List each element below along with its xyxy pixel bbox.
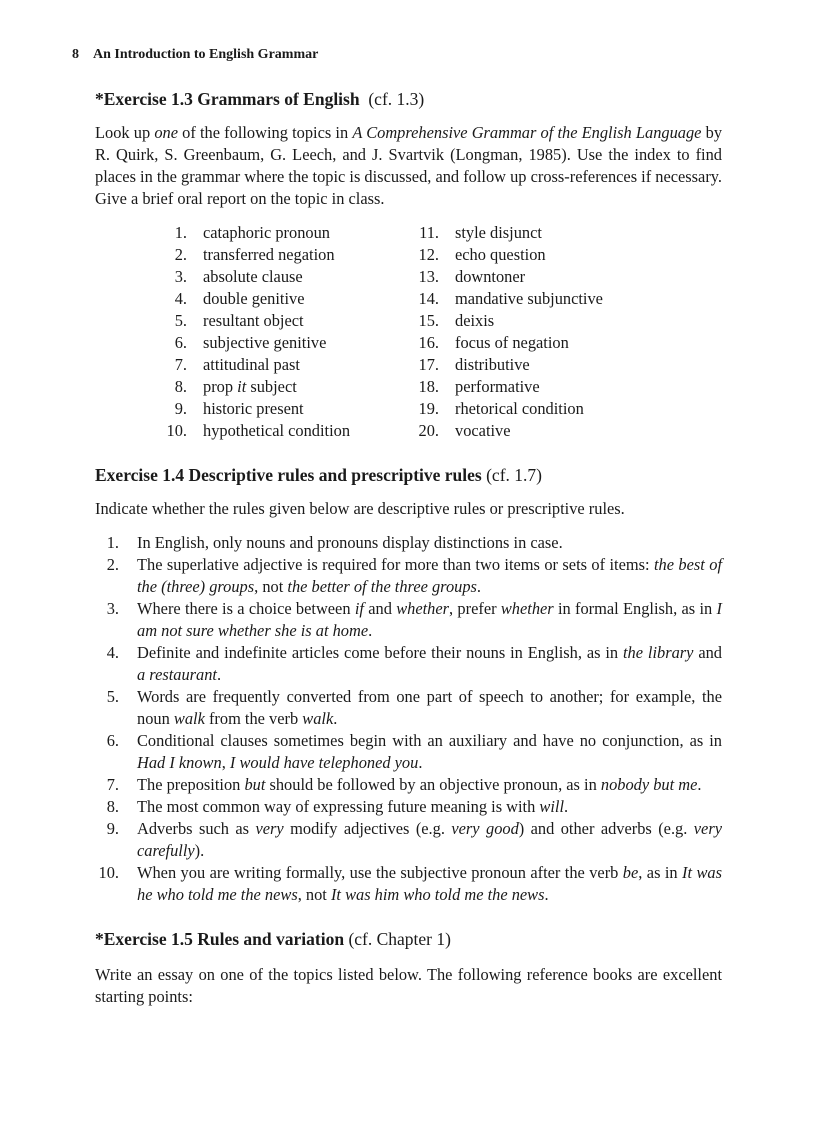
rule-text: When you are writing formally, use the subjective pronoun after the verb be, as in It was he who told me the news, not It was him who told me the news.	[137, 863, 722, 904]
exercise-1-5-heading	[95, 926, 722, 952]
exercise-1-3-cf: (cf. 1.3)	[368, 89, 425, 109]
topic-item	[157, 354, 407, 376]
exercise-1-4-instructions: Indicate whether the rules given below are descriptive rules or prescriptive rules.	[95, 499, 625, 518]
topic-item	[409, 310, 709, 332]
rule-text: The superlative adjective is required for more than two items or sets of items: the best of the (three) groups, not the better of the three groups.	[137, 555, 722, 596]
rule-text: In English, only nouns and pronouns display distinctions in case.	[137, 533, 563, 552]
rule-item	[95, 598, 722, 642]
rule-number: 9.	[106, 819, 119, 838]
topic-number: 19.	[418, 399, 439, 418]
topic-number: 16.	[418, 333, 439, 352]
topic-label: deixis	[455, 311, 495, 330]
topic-number: 7.	[174, 355, 187, 374]
topic-item	[409, 222, 709, 244]
running-head-title: An Introduction to English Grammar	[93, 47, 319, 62]
rule-item	[95, 796, 722, 818]
topic-number: 4.	[174, 289, 187, 308]
topic-number: 1.	[174, 223, 187, 242]
topic-item	[409, 376, 709, 398]
topic-label: mandative subjunctive	[455, 289, 603, 308]
rule-item	[95, 532, 722, 554]
exercise-1-5-cf: (cf. Chapter 1)	[348, 929, 451, 949]
topic-item	[157, 244, 407, 266]
page-content	[95, 84, 722, 1008]
topic-label: echo question	[455, 245, 546, 264]
topic-label: focus of negation	[455, 333, 569, 352]
exercise-1-4-title: Exercise 1.4 Descriptive rules and prescriptive rules	[95, 465, 482, 485]
exercise-1-4-cf: (cf. 1.7)	[486, 465, 542, 485]
topic-number: 6.	[174, 333, 187, 352]
topic-item	[409, 354, 709, 376]
topic-label: absolute clause	[203, 267, 303, 286]
rule-item	[95, 862, 722, 906]
topic-number: 11.	[419, 223, 439, 242]
rules-list	[95, 532, 722, 906]
rule-number: 5.	[106, 687, 119, 706]
intro-text: by R. Quirk, S. Greenbaum, G. Leech, and J. Svartvik (Longman, 1985). Use the index to find places in the grammar where the topic is discussed, and follow up cross-references if necessary. Give a brief oral report on the topic in class.	[95, 123, 723, 208]
topic-number: 18.	[418, 377, 439, 396]
topic-label: distributive	[455, 355, 530, 374]
topic-item	[157, 266, 407, 288]
topic-item	[157, 376, 407, 398]
rule-text: Definite and indefinite articles come before their nouns in English, as in the library and a restaurant.	[137, 643, 723, 684]
intro-emphasis: one	[154, 123, 178, 142]
rule-text: Where there is a choice between if and whether, prefer whether in formal English, as in I am not sure whether she is at home.	[137, 599, 722, 640]
topic-number: 17.	[418, 355, 439, 374]
topic-number: 10.	[166, 421, 187, 440]
intro-text: Look up	[95, 123, 155, 142]
topic-label: historic present	[203, 399, 304, 418]
topic-label: hypothetical condition	[203, 421, 351, 440]
topic-item	[157, 332, 407, 354]
rule-text: The most common way of expressing future meaning is with will.	[137, 797, 569, 816]
rule-item	[95, 774, 722, 796]
topic-item	[157, 398, 407, 420]
topic-item	[409, 420, 709, 442]
topic-label: vocative	[455, 421, 511, 440]
topic-item	[409, 244, 709, 266]
topic-column-left	[157, 222, 407, 442]
rule-number: 10.	[98, 863, 119, 882]
topic-item	[409, 398, 709, 420]
rule-number: 2.	[106, 555, 119, 574]
topic-item	[409, 288, 709, 310]
running-head	[72, 47, 318, 63]
rule-item	[95, 686, 722, 730]
topic-number: 5.	[174, 311, 187, 330]
rule-text: Conditional clauses sometimes begin with an auxiliary and have no conjunction, as in Had I known, I would have telephoned you.	[137, 731, 722, 772]
rule-number: 3.	[106, 599, 119, 618]
rule-text: Adverbs such as very modify adjectives (e.g. very good) and other adverbs (e.g. very carefully).	[137, 819, 722, 860]
topic-list	[157, 222, 722, 442]
topic-label: resultant object	[203, 311, 304, 330]
rule-text: The preposition but should be followed by an objective pronoun, as in nobody but me.	[137, 775, 702, 794]
topic-label: style disjunct	[455, 223, 542, 242]
topic-item	[157, 288, 407, 310]
topic-label: attitudinal past	[203, 355, 300, 374]
topic-number: 2.	[174, 245, 187, 264]
rule-number: 7.	[106, 775, 119, 794]
exercise-1-4-heading	[95, 462, 722, 488]
topic-number: 8.	[174, 377, 187, 396]
exercise-1-5-instructions: Write an essay on one of the topics listed below. The following reference books are excellent starting points:	[95, 965, 722, 1006]
rule-item	[95, 818, 722, 862]
topic-number: 3.	[174, 267, 187, 286]
topic-label: double genitive	[203, 289, 305, 308]
topic-item	[157, 310, 407, 332]
topic-column-right	[409, 222, 709, 442]
topic-label: transferred negation	[203, 245, 335, 264]
topic-item	[409, 266, 709, 288]
exercise-1-3-instructions	[95, 122, 722, 210]
topic-item	[157, 420, 407, 442]
rule-text: Words are frequently converted from one part of speech to another; for example, the noun walk from the verb walk.	[137, 687, 722, 728]
topic-label: downtoner	[455, 267, 526, 286]
page-number: 8	[72, 47, 79, 62]
topic-label: prop it subject	[203, 377, 297, 396]
rule-number: 1.	[106, 533, 119, 552]
topic-number: 14.	[418, 289, 439, 308]
topic-number: 9.	[174, 399, 187, 418]
exercise-1-3-heading	[95, 86, 722, 112]
topic-number: 20.	[418, 421, 439, 440]
rule-number: 4.	[106, 643, 119, 662]
topic-item	[409, 332, 709, 354]
intro-text: of the following topics in	[178, 123, 353, 142]
book-title: A Comprehensive Grammar of the English Language	[352, 123, 702, 142]
topic-label: cataphoric pronoun	[203, 223, 330, 242]
topic-number: 15.	[418, 311, 439, 330]
topic-item	[157, 222, 407, 244]
rule-number: 6.	[106, 731, 119, 750]
rule-item	[95, 554, 722, 598]
rule-number: 8.	[106, 797, 119, 816]
topic-number: 12.	[418, 245, 439, 264]
exercise-1-3-title: *Exercise 1.3 Grammars of English	[95, 89, 360, 109]
rule-item	[95, 642, 722, 686]
topic-label: rhetorical condition	[455, 399, 584, 418]
topic-label: performative	[455, 377, 540, 396]
topic-number: 13.	[418, 267, 439, 286]
topic-label: subjective genitive	[203, 333, 327, 352]
rule-item	[95, 730, 722, 774]
exercise-1-5-title: *Exercise 1.5 Rules and variation	[95, 929, 345, 949]
